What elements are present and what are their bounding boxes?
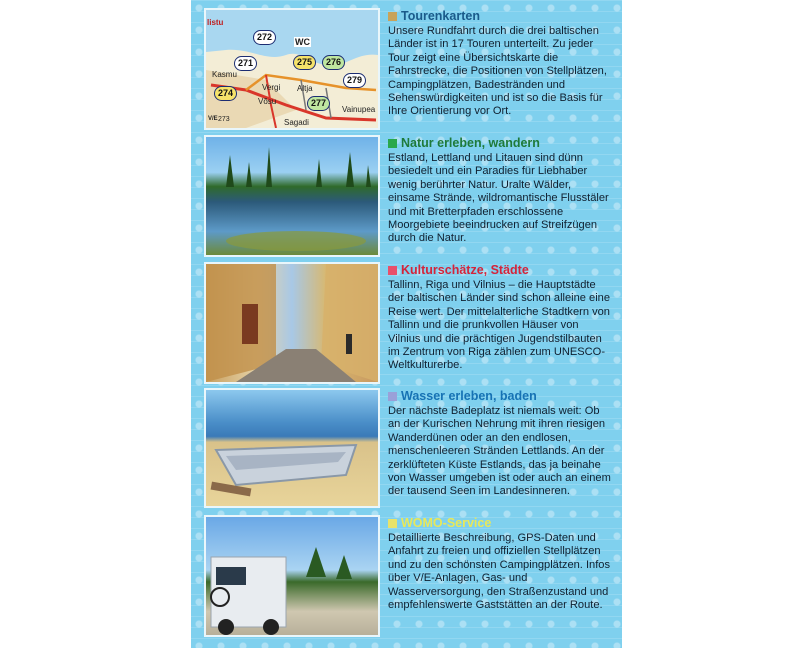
text-block-natur	[388, 136, 614, 246]
tour-map-image	[204, 8, 380, 130]
body-wasser: Der nächste Badeplatz ist niemals weit: Ob an der Kurischen Nehrung mit ihren riesigen Wanderdünen oder an den endlosen, menschenleeren Stränden Lettlands. An der zerklüfteten Küste Estlands, das ja beinahe von Wasser umgeben ist oder auch an einem der tausend Seen im Landesinneren.	[388, 405, 611, 498]
section-marker-icon	[388, 139, 397, 148]
heading-womo: WOMO-Service	[388, 516, 614, 531]
lake-photo	[204, 135, 380, 257]
old-town-photo	[204, 262, 380, 384]
heading-natur: Natur erleben, wandern	[388, 136, 614, 151]
ve-icon: V/E	[208, 116, 218, 122]
map-marker: 275	[293, 55, 316, 70]
map-label-kasmu: Kasmu	[212, 70, 237, 79]
section-marker-icon	[388, 392, 397, 401]
section-natur	[191, 130, 622, 258]
heading-wasser: Wasser erleben, baden	[388, 389, 614, 404]
section-womo	[191, 512, 622, 648]
map-label-sagadi: Sagadi	[284, 118, 309, 127]
section-kultur	[191, 258, 622, 386]
text-block-tourenkarten	[388, 9, 614, 119]
map-label-listu: listu	[207, 18, 224, 27]
map-label-vergi: Vergi	[262, 83, 281, 92]
map-marker: 272	[253, 30, 276, 45]
map-label-altja: Altja	[297, 84, 313, 93]
section-marker-icon	[388, 12, 397, 21]
text-block-wasser	[388, 389, 614, 499]
content-strip	[191, 0, 622, 648]
wc-icon: WC	[295, 37, 310, 47]
section-tourenkarten	[191, 0, 622, 130]
section-marker-icon	[388, 519, 397, 528]
map-marker: 279	[343, 73, 366, 88]
text-block-womo	[388, 516, 614, 612]
map-marker: 271	[234, 56, 257, 71]
heading-kultur: Kulturschätze, Städte	[388, 263, 614, 278]
body-tourenkarten: Unsere Rundfahrt durch die drei baltischen Länder ist in 17 Touren unterteilt. Zu jeder Tour zeigt eine Übersichtskarte die Fahrstrecke, die Positionen von Stellplätzen, Campingplätzen, Badestränden und Sehenswürdigkeiten und ist so die Basis für Ihre Orientierung vor Ort.	[388, 25, 607, 118]
map-marker: 276	[322, 55, 345, 70]
body-womo: Detaillierte Beschreibung, GPS-Daten und Anfahrt zu freien und offiziellen Stellplätzen und zu den schönsten Campingplätzen. Infos über V/E-Anlagen, Gas- und Wasserversorgung, den Straßenzustand und empfehlenswerte Gaststätten an der Route.	[388, 532, 611, 612]
body-kultur: Tallinn, Riga und Vilnius – die Hauptstädte der baltischen Länder sind schon alleine eine Reise wert. Der mittelalterliche Stadtkern von Tallinn und die prunkvollen Häuser von Vilnius und die prächtigen Jugendstilbauten im Zentrum von Riga zählen zum UNESCO-Weltkulturerbe.	[388, 279, 611, 372]
map-label-vosu: Võsu	[258, 97, 277, 106]
map-label-vainupea: Vainupea	[342, 105, 376, 114]
text-block-kultur	[388, 263, 614, 373]
beach-boat-photo	[204, 388, 380, 508]
map-marker: 274	[214, 86, 237, 101]
body-natur: Estland, Lettland und Litauen sind dünn besiedelt und ein Paradies für Liebhaber wenig berührter Natur. Uralte Wälder, einsame Strände, wildromantische Flusstäler und mit Bretterpfaden erschlossene Moorgebiete beeindrucken auf Streifzügen durch die Natur.	[388, 152, 609, 245]
map-marker-small: 273	[218, 116, 230, 123]
map-marker: 277	[307, 96, 330, 111]
section-marker-icon	[388, 266, 397, 275]
camper-photo	[204, 515, 380, 637]
section-wasser	[191, 386, 622, 512]
heading-tourenkarten: Tourenkarten	[388, 9, 614, 24]
